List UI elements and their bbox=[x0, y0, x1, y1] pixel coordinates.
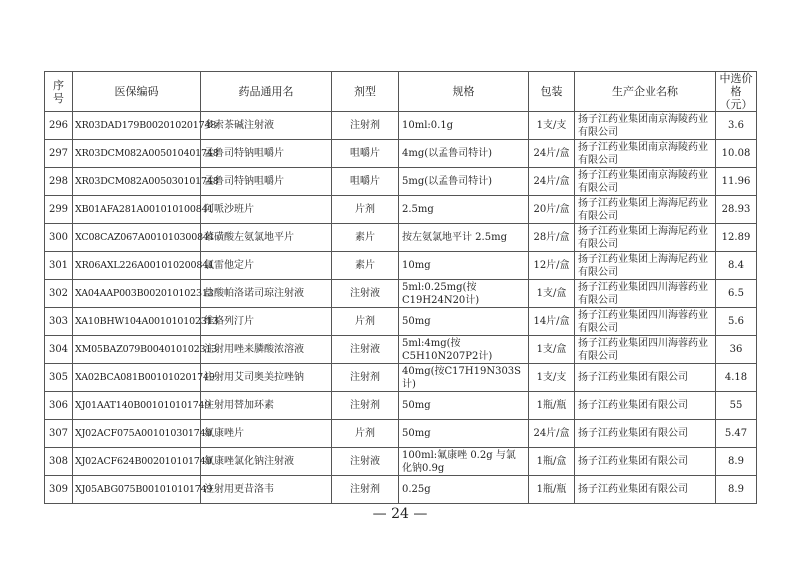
package-cell: 1支/支 bbox=[529, 112, 575, 140]
company-cell: 扬子江药业集团南京海陵药业有限公司 bbox=[575, 168, 716, 196]
drug-name-cell: 盐酸帕洛诺司琼注射液 bbox=[201, 280, 332, 308]
page-number: — 24 — bbox=[372, 506, 428, 522]
table-header-row bbox=[45, 72, 757, 112]
spec-cell: 按左氨氯地平计 2.5mg bbox=[399, 224, 529, 252]
table-row bbox=[45, 476, 757, 504]
header-code: 医保编码 bbox=[73, 72, 201, 112]
table-row bbox=[45, 308, 757, 336]
seq-cell: 304 bbox=[45, 336, 73, 364]
seq-cell: 309 bbox=[45, 476, 73, 504]
company-cell: 扬子江药业集团南京海陵药业有限公司 bbox=[575, 140, 716, 168]
header-package: 包装 bbox=[529, 72, 575, 112]
header-spec: 规格 bbox=[399, 72, 529, 112]
drug-name-cell: 维格列汀片 bbox=[201, 308, 332, 336]
header-price: 中选价格（元） bbox=[716, 72, 757, 112]
spec-cell: 0.25g bbox=[399, 476, 529, 504]
form-cell: 注射剂 bbox=[332, 112, 399, 140]
table-row bbox=[45, 420, 757, 448]
spec-cell: 40mg(按C17H19N303S计) bbox=[399, 364, 529, 392]
table-row bbox=[45, 364, 757, 392]
company-cell: 扬子江药业集团上海海尼药业有限公司 bbox=[575, 252, 716, 280]
spec-cell: 100ml:氟康唑 0.2g 与氯化钠0.9g bbox=[399, 448, 529, 476]
table-row bbox=[45, 336, 757, 364]
spec-cell: 50mg bbox=[399, 308, 529, 336]
table-row bbox=[45, 448, 757, 476]
price-cell: 8.9 bbox=[716, 448, 757, 476]
form-cell: 注射液 bbox=[332, 336, 399, 364]
company-cell: 扬子江药业集团有限公司 bbox=[575, 420, 716, 448]
form-cell: 注射剂 bbox=[332, 476, 399, 504]
company-cell: 扬子江药业集团上海海尼药业有限公司 bbox=[575, 196, 716, 224]
table-row bbox=[45, 224, 757, 252]
package-cell: 12片/盒 bbox=[529, 252, 575, 280]
seq-cell: 300 bbox=[45, 224, 73, 252]
spec-cell: 50mg bbox=[399, 392, 529, 420]
price-cell: 55 bbox=[716, 392, 757, 420]
price-cell: 10.08 bbox=[716, 140, 757, 168]
header-seq: 序号 bbox=[45, 72, 73, 112]
form-cell: 片剂 bbox=[332, 196, 399, 224]
spec-cell: 50mg bbox=[399, 420, 529, 448]
form-cell: 片剂 bbox=[332, 420, 399, 448]
price-cell: 4.18 bbox=[716, 364, 757, 392]
drug-name-cell: 注射用替加环素 bbox=[201, 392, 332, 420]
company-cell: 扬子江药业集团四川海蓉药业有限公司 bbox=[575, 308, 716, 336]
company-cell: 扬子江药业集团上海海尼药业有限公司 bbox=[575, 224, 716, 252]
drug-name-cell: 注射用艾司奥美拉唑钠 bbox=[201, 364, 332, 392]
package-cell: 1支/盒 bbox=[529, 336, 575, 364]
spec-cell: 2.5mg bbox=[399, 196, 529, 224]
price-cell: 5.6 bbox=[716, 308, 757, 336]
spec-cell: 10mg bbox=[399, 252, 529, 280]
package-cell: 28片/盒 bbox=[529, 224, 575, 252]
form-cell: 注射液 bbox=[332, 280, 399, 308]
seq-cell: 298 bbox=[45, 168, 73, 196]
header-form: 剂型 bbox=[332, 72, 399, 112]
form-cell: 咀嚼片 bbox=[332, 168, 399, 196]
table-row bbox=[45, 280, 757, 308]
package-cell: 24片/盒 bbox=[529, 140, 575, 168]
seq-cell: 303 bbox=[45, 308, 73, 336]
seq-cell: 296 bbox=[45, 112, 73, 140]
code-cell: XA04AAP003B002010102313 bbox=[73, 280, 201, 308]
drug-name-cell: 注射用唑来膦酸浓溶液 bbox=[201, 336, 332, 364]
seq-cell: 302 bbox=[45, 280, 73, 308]
drug-name-cell: 苯磺酸左氨氯地平片 bbox=[201, 224, 332, 252]
code-cell: XA02BCA081B001010201749 bbox=[73, 364, 201, 392]
form-cell: 片剂 bbox=[332, 308, 399, 336]
code-cell: XA10BHW104A001010102313 bbox=[73, 308, 201, 336]
table-row bbox=[45, 196, 757, 224]
price-cell: 8.9 bbox=[716, 476, 757, 504]
seq-cell: 305 bbox=[45, 364, 73, 392]
company-cell: 扬子江药业集团南京海陵药业有限公司 bbox=[575, 112, 716, 140]
package-cell: 20片/盒 bbox=[529, 196, 575, 224]
package-cell: 1瓶/盒 bbox=[529, 448, 575, 476]
code-cell: XM05BAZ079B004010102313 bbox=[73, 336, 201, 364]
package-cell: 1支/盒 bbox=[529, 280, 575, 308]
drug-name-cell: 注射用更昔洛韦 bbox=[201, 476, 332, 504]
drug-name-cell: 多索茶碱注射液 bbox=[201, 112, 332, 140]
form-cell: 注射液 bbox=[332, 448, 399, 476]
price-cell: 6.5 bbox=[716, 280, 757, 308]
package-cell: 24片/盒 bbox=[529, 168, 575, 196]
header-drug-name: 药品通用名 bbox=[201, 72, 332, 112]
drug-name-cell: 孟鲁司特钠咀嚼片 bbox=[201, 140, 332, 168]
spec-cell: 10ml:0.1g bbox=[399, 112, 529, 140]
drug-name-cell: 孟鲁司特钠咀嚼片 bbox=[201, 168, 332, 196]
package-cell: 1支/支 bbox=[529, 364, 575, 392]
drug-name-cell: 氟康唑片 bbox=[201, 420, 332, 448]
package-cell: 1瓶/瓶 bbox=[529, 392, 575, 420]
package-cell: 14片/盒 bbox=[529, 308, 575, 336]
form-cell: 注射剂 bbox=[332, 364, 399, 392]
code-cell: XJ05ABG075B001010101749 bbox=[73, 476, 201, 504]
company-cell: 扬子江药业集团有限公司 bbox=[575, 392, 716, 420]
code-cell: XC08CAZ067A001010300841 bbox=[73, 224, 201, 252]
table-row bbox=[45, 252, 757, 280]
company-cell: 扬子江药业集团有限公司 bbox=[575, 364, 716, 392]
table-row bbox=[45, 112, 757, 140]
company-cell: 扬子江药业集团四川海蓉药业有限公司 bbox=[575, 280, 716, 308]
code-cell: XJ02ACF624B002010101749 bbox=[73, 448, 201, 476]
code-cell: XR03DCM082A005030101748 bbox=[73, 168, 201, 196]
table-row bbox=[45, 168, 757, 196]
price-cell: 36 bbox=[716, 336, 757, 364]
price-cell: 28.93 bbox=[716, 196, 757, 224]
code-cell: XJ02ACF075A001010301749 bbox=[73, 420, 201, 448]
form-cell: 注射剂 bbox=[332, 392, 399, 420]
company-cell: 扬子江药业集团有限公司 bbox=[575, 476, 716, 504]
seq-cell: 297 bbox=[45, 140, 73, 168]
form-cell: 素片 bbox=[332, 252, 399, 280]
code-cell: XJ01AAT140B001010101749 bbox=[73, 392, 201, 420]
drug-name-cell: 氟康唑氯化钠注射液 bbox=[201, 448, 332, 476]
package-cell: 24片/盒 bbox=[529, 420, 575, 448]
spec-cell: 5ml:4mg(按 C5H10N207P2计) bbox=[399, 336, 529, 364]
code-cell: XR03DCM082A005010401748 bbox=[73, 140, 201, 168]
seq-cell: 299 bbox=[45, 196, 73, 224]
package-cell: 1瓶/瓶 bbox=[529, 476, 575, 504]
company-cell: 扬子江药业集团四川海蓉药业有限公司 bbox=[575, 336, 716, 364]
seq-cell: 306 bbox=[45, 392, 73, 420]
seq-cell: 301 bbox=[45, 252, 73, 280]
seq-cell: 307 bbox=[45, 420, 73, 448]
table-row bbox=[45, 140, 757, 168]
price-cell: 11.96 bbox=[716, 168, 757, 196]
seq-cell: 308 bbox=[45, 448, 73, 476]
code-cell: XR06AXL226A001010200841 bbox=[73, 252, 201, 280]
price-cell: 12.89 bbox=[716, 224, 757, 252]
spec-cell: 4mg(以孟鲁司特计) bbox=[399, 140, 529, 168]
price-cell: 3.6 bbox=[716, 112, 757, 140]
drug-price-table bbox=[44, 71, 757, 504]
code-cell: XR03DAD179B002010201748 bbox=[73, 112, 201, 140]
spec-cell: 5mg(以孟鲁司特计) bbox=[399, 168, 529, 196]
code-cell: XB01AFA281A001010100841 bbox=[73, 196, 201, 224]
company-cell: 扬子江药业集团有限公司 bbox=[575, 448, 716, 476]
header-company: 生产企业名称 bbox=[575, 72, 716, 112]
price-cell: 5.47 bbox=[716, 420, 757, 448]
price-cell: 8.4 bbox=[716, 252, 757, 280]
form-cell: 咀嚼片 bbox=[332, 140, 399, 168]
form-cell: 素片 bbox=[332, 224, 399, 252]
drug-name-cell: 氯雷他定片 bbox=[201, 252, 332, 280]
spec-cell: 5ml:0.25mg(按 C19H24N20计) bbox=[399, 280, 529, 308]
table-row bbox=[45, 392, 757, 420]
drug-name-cell: 阿哌沙班片 bbox=[201, 196, 332, 224]
